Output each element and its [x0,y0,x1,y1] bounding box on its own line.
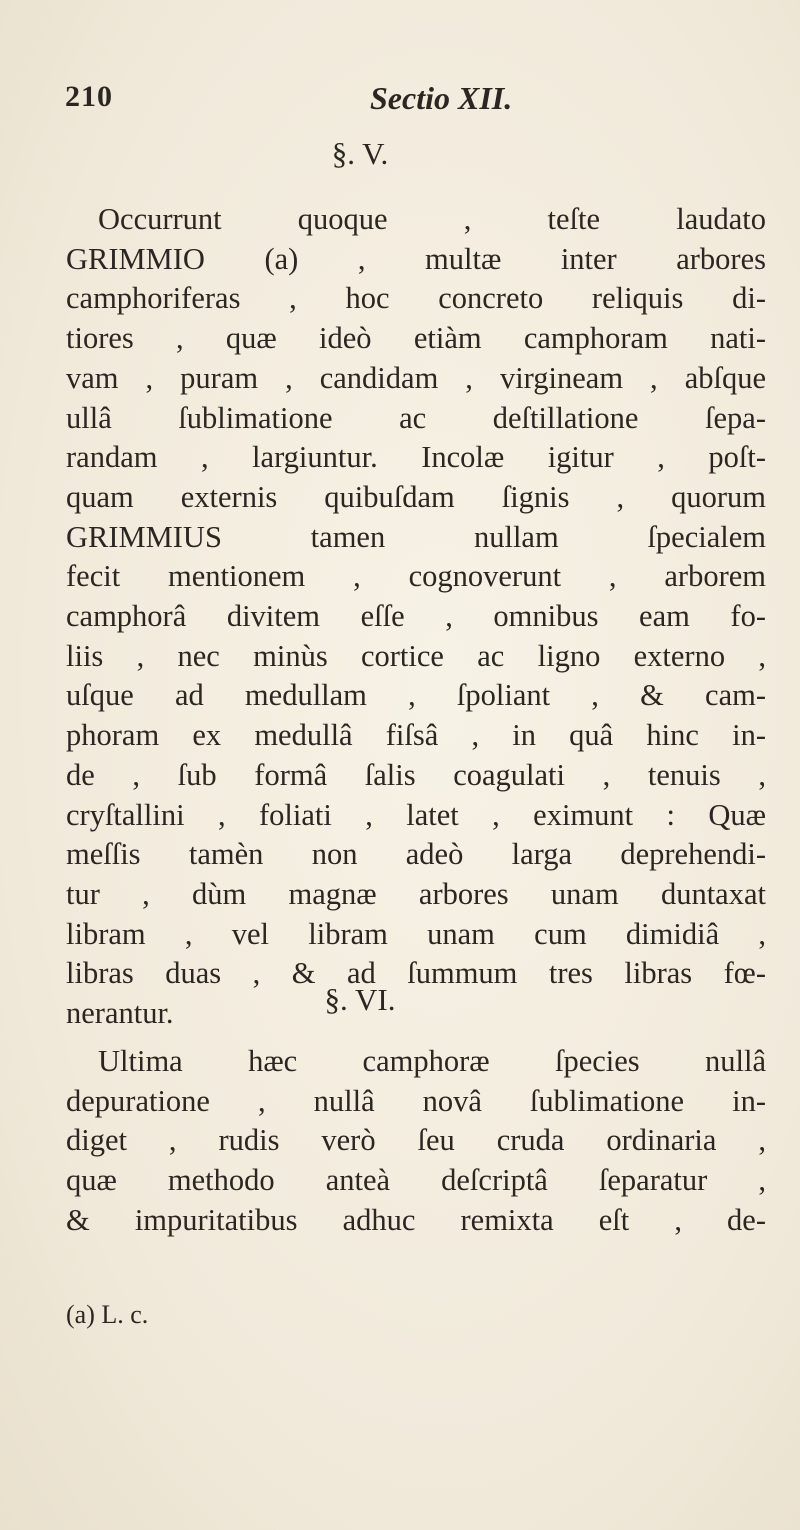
footnote: (a) L. c. [66,1300,149,1329]
text-line: quæ methodo anteà deſcriptâ ſeparatur , [66,1163,766,1198]
text-line: fecit mentionem , cognoverunt , arborem [66,559,766,594]
text-line: camphorâ divitem eſſe , omnibus eam fo- [66,599,766,634]
section-heading-6: §. VI. [324,982,396,1017]
page-header [65,80,765,124]
text-line: uſque ad medullam , ſpoliant , & cam- [66,678,766,713]
text-line: quam externis quibuſdam ſignis , quorum [66,479,766,514]
text-line: camphoriferas , hoc concreto reliquis di- [66,281,766,316]
text-line: tiores , quæ ideò etiàm camphoram nati- [66,321,766,356]
text-line: diget , rudis verò ſeu cruda ordinaria , [66,1123,766,1158]
text-line: libram , vel libram unam cum dimidiâ , [66,916,766,951]
text-line: GRIMMIO (a) , multæ inter arbores [66,241,766,276]
text-line: randam , largiuntur. Incolæ igitur , poſt- [66,440,766,475]
text-line: GRIMMIUS tamen nullam ſpecialem [66,519,766,554]
text-line: depuratione , nullâ novâ ſublimatione in- [66,1083,766,1118]
text-line: vam , puram , candidam , virgineam , abſque [66,360,766,395]
text-line: nerantur. [66,996,174,1031]
text-line: tur , dùm magnæ arbores unam duntaxat [66,876,766,911]
running-head: Sectio XII. [370,80,513,116]
text-line: ullâ ſublimatione ac deſtillatione ſepa- [66,400,766,435]
text-line: Ultima hæc camphoræ ſpecies nullâ [98,1044,766,1078]
text-line: cryſtallini , foliati , latet , eximunt : Quæ [66,797,766,832]
text-line: phoram ex medullâ fiſsâ , in quâ hinc in- [66,718,766,753]
section-5-paragraph [66,200,766,1034]
section-heading-5: §. V. [331,136,389,171]
text-line: de , ſub formâ ſalis coagulati , tenuis , [66,757,766,792]
text-line: liis , nec minùs cortice ac ligno externo , [66,638,766,673]
text-line: & impuritatibus adhuc remixta eſt , de- [66,1202,766,1237]
text-line: libras duas , & ad ſummum tres libras fœ- [66,956,766,991]
section-6-paragraph [66,1042,766,1241]
text-line: Occurrunt quoque , teſte laudato [98,202,766,236]
text-line: meſſis tamèn non adeò larga deprehendi- [66,837,766,872]
page-number: 210 [65,80,113,113]
